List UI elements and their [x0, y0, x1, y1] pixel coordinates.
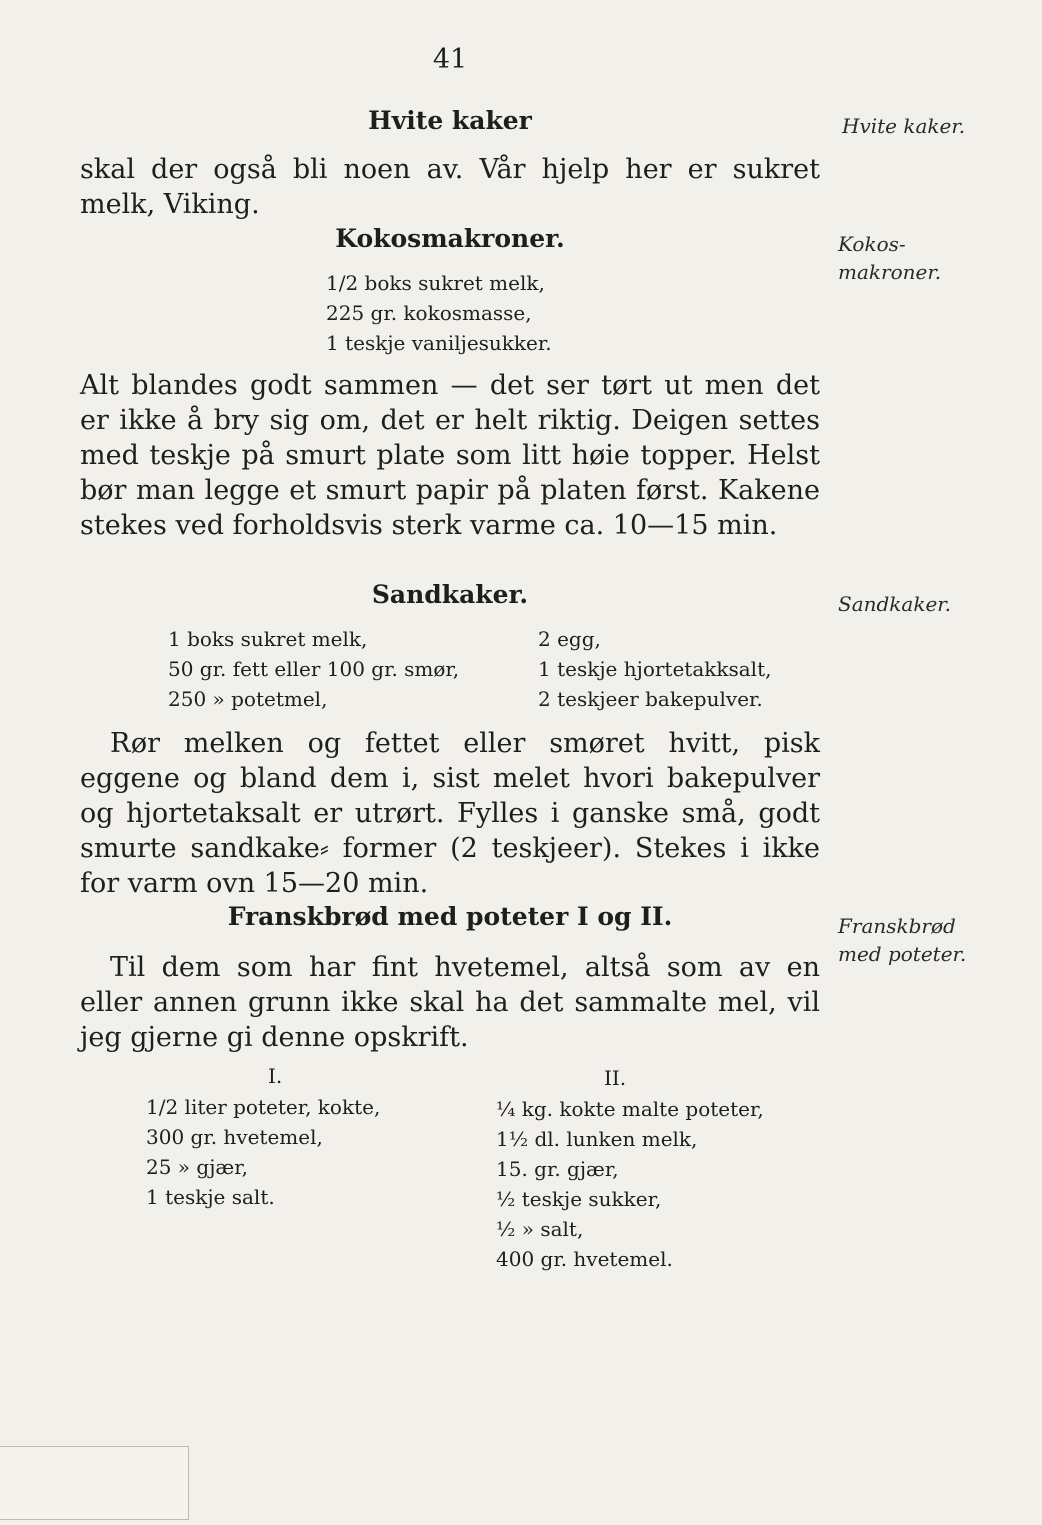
- heading-sandkaker: Sandkaker.: [371, 580, 529, 609]
- margin-note-line: Sandkaker.: [838, 592, 952, 616]
- ingredient-line: 25 » gjær,: [146, 1155, 248, 1179]
- margin-note-line: Kokos-: [838, 232, 906, 256]
- ingredient-line: 1/2 liter poteter, kokte,: [146, 1095, 381, 1119]
- ingredient-list-sandkaker-right: [538, 624, 771, 714]
- ingredient-line: 1 teskje vaniljesukker.: [326, 331, 552, 355]
- library-stamp-box: [0, 1446, 189, 1520]
- ingredient-line: ¼ kg. kokte malte poteter,: [496, 1097, 764, 1121]
- ingredient-line: 2 teskjeer bakepulver.: [538, 687, 763, 711]
- margin-note-line: Hvite kaker.: [842, 114, 966, 138]
- ingredient-line: 15. gr. gjær,: [496, 1157, 619, 1181]
- ingredient-list-kokosmakroner: [326, 268, 552, 358]
- paragraph-kokosmakroner: Alt blandes godt sammen — det ser tørt ut men det er ikke å bry sig om, det er helt riktig. Deigen settes med teskje på smurt plate som litt høie topper. Helst bør man legge et smurt papir på platen først. Kakene stekes ved forholdsvis sterk varme ca. 10—15 min.: [80, 370, 820, 541]
- ingredient-list-sandkaker-left: [168, 624, 459, 714]
- margin-note-line: makroner.: [838, 260, 942, 284]
- heading-franskbrod: Franskbrød med poteter I og II.: [227, 902, 673, 931]
- ingredient-line: 225 gr. kokosmasse,: [326, 301, 532, 325]
- margin-note-hvite-kaker: [842, 112, 1032, 140]
- heading-hvite-kaker: Hvite kaker: [368, 106, 532, 135]
- recipe-variant-label-2: II.: [604, 1066, 627, 1090]
- heading-kokosmakroner: Kokosmakroner.: [335, 224, 565, 253]
- paragraph-franskbrod: Til dem som har fint hvetemel, altså som av en eller annen grunn ikke skal ha det sammalte mel, vil jeg gjerne gi denne opskrift.: [80, 952, 820, 1053]
- margin-note-sandkaker: [838, 590, 1028, 618]
- ingredient-line: 1 boks sukret melk,: [168, 627, 368, 651]
- margin-note-line: Franskbrød: [838, 914, 956, 938]
- ingredient-line: 250 » potetmel,: [168, 687, 328, 711]
- ingredient-line: 400 gr. hvetemel.: [496, 1247, 673, 1271]
- ingredient-list-franskbrod-1: [146, 1092, 380, 1212]
- ingredient-line: 300 gr. hvetemel,: [146, 1125, 323, 1149]
- paragraph-sandkaker: Rør melken og fettet eller smøret hvitt, pisk eggene og bland dem i, sist melet hvori bakepulver og hjortetaksalt er utrørt. Fylles i ganske små, godt smurte sandkake⸗ former (2 teskjeer). Stekes i ikke for varm ovn 15—20 min.: [80, 728, 820, 899]
- margin-note-line: med poteter.: [838, 942, 967, 966]
- ingredient-list-franskbrod-2: [496, 1094, 764, 1274]
- ingredient-line: 2 egg,: [538, 627, 601, 651]
- ingredient-line: 50 gr. fett eller 100 gr. smør,: [168, 657, 460, 681]
- ingredient-line: 1 teskje hjortetakksalt,: [538, 657, 772, 681]
- margin-note-franskbrod: [838, 912, 1028, 968]
- recipe-variant-label-1: I.: [268, 1064, 283, 1088]
- page-number: 41: [432, 44, 468, 75]
- ingredient-line: ½ teskje sukker,: [496, 1187, 662, 1211]
- ingredient-line: ½ » salt,: [496, 1217, 584, 1241]
- ingredient-line: 1 teskje salt.: [146, 1185, 275, 1209]
- ingredient-line: 1/2 boks sukret melk,: [326, 271, 545, 295]
- paragraph-hvite-kaker: skal der også bli noen av. Vår hjelp her er sukret melk, Viking.: [80, 154, 820, 220]
- ingredient-line: 1½ dl. lunken melk,: [496, 1127, 698, 1151]
- margin-note-kokosmakroner: [838, 230, 1028, 286]
